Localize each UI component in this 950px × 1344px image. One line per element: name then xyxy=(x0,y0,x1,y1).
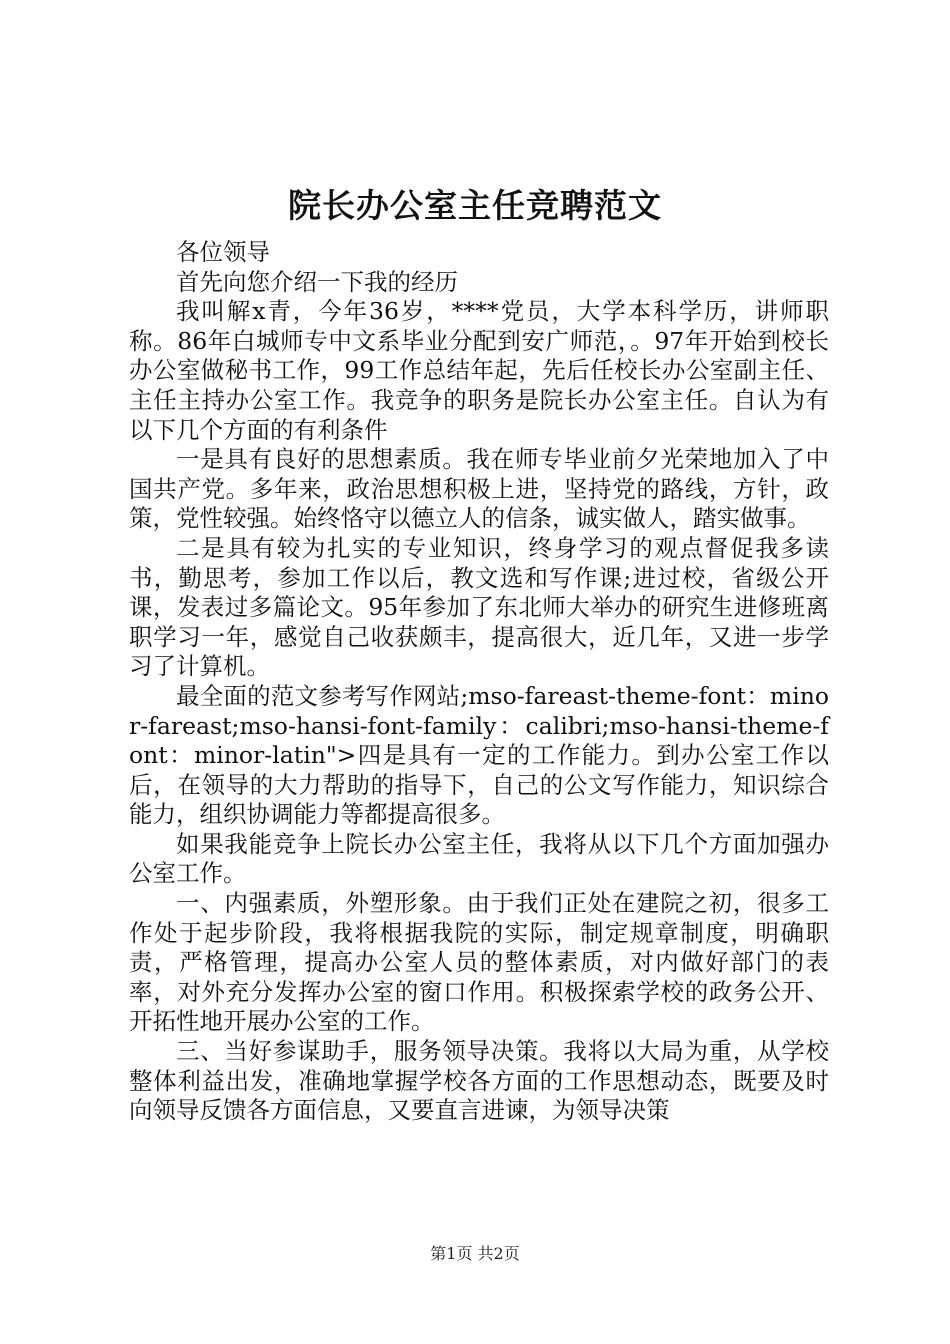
document-title: 院长办公室主任竞聘范文 xyxy=(288,186,662,225)
paragraph-salutation: 各位领导 xyxy=(176,238,270,266)
paragraph-plan-three: 三、当好参谋助手，服务领导决策。我将以大局为重，从学校整体利益出发，准确地掌握学校各方面的工作思想动态，既要及时向领导反馈各方面信息，又要直言进谏，为领导决策 xyxy=(129,1037,829,1125)
paragraph-point-four: 最全面的范文参考写作网站;mso-fareast-theme-font：minor-fareast;mso-hansi-font-family：calibri;mso-hansi-theme-font：minor-latin">四是具有一定的工作能力。到办公室工作以后，在领导的大力帮助的指导下，自己的公文写作能力，知识综合能力，组织协调能力等都提高很多。 xyxy=(129,681,829,829)
paragraph-background: 我叫解x青，今年36岁，****党员，大学本科学历，讲师职称。86年白城师专中文系毕业分配到安广师范，。97年开始到校长办公室做秘书工作，99工作总结年起，先后任校长办公室副主任、主任主持办公室工作。我竞争的职务是院长办公室主任。自认为有以下几个方面的有利条件 xyxy=(129,297,829,444)
paragraph-plan-intro: 如果我能竞争上院长办公室主任，我将从以下几个方面加强办公室工作。 xyxy=(129,829,829,888)
page-number: 第1页 共2页 xyxy=(430,1244,520,1263)
paragraph-plan-one: 一、内强素质，外塑形象。由于我们正处在建院之初，很多工作处于起步阶段，我将根据我院的实际，制定规章制度，明确职责，严格管理，提高办公室人员的整体素质，对内做好部门的表率，对外充分发挥办公室的窗口作用。积极探索学校的政务公开、开拓性地开展办公室的工作。 xyxy=(129,889,829,1036)
paragraph-intro: 首先向您介绍一下我的经历 xyxy=(176,267,458,296)
document-body xyxy=(129,238,829,1126)
paragraph-point-one: 一是具有良好的思想素质。我在师专毕业前夕光荣地加入了中国共产党。多年来，政治思想积极上进，坚持党的路线，方针，政策，党性较强。始终恪守以德立人的信条，诚实做人，踏实做事。 xyxy=(129,445,829,533)
paragraph-point-two: 二是具有较为扎实的专业知识，终身学习的观点督促我多读书，勤思考，参加工作以后，教文选和写作课;进过校，省级公开课，发表过多篇论文。95年参加了东北师大举办的研究生进修班离职学习一年，感觉自己收获颇丰，提高很大，近几年，又进一步学习了计算机。 xyxy=(129,533,829,681)
